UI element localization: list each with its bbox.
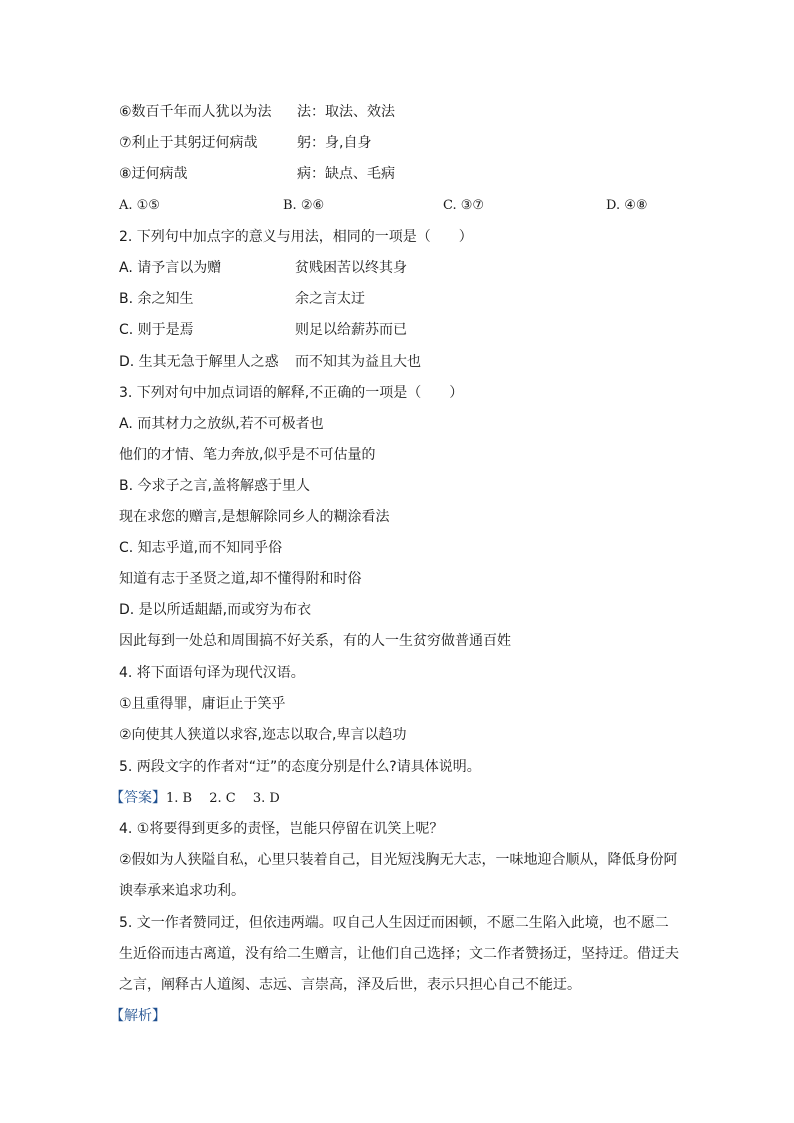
q3-stem: 3. 下列对句中加点词语的解释,不正确的一项是（ ） [119,385,464,401]
q3-item: C. 知志乎道,而不知同乎俗 [119,540,283,556]
q3-item: 因此每到一处总和周围搞不好关系，有的人一生贫穷做普通百姓 [119,633,511,649]
vocab-line-8: ⑧迂何病哉 病：缺点、毛病 [119,166,395,182]
answer-4-2-line2: 谀奉承来追求功利。 [119,883,245,899]
q1-option-a: A. ①⑤ [119,198,160,213]
answer-5-line1: 5. 文一作者赞同迂，但依违两端。叹自己人生因迂而困顿，不愿二生陷入此境，也不愿二 [119,915,669,931]
answer-5-line3: 之言，阐释古人道阂、志远、言崇高，泽及后世，表示只担心自己不能迂。 [119,977,581,993]
q2-option-b: B. 余之知生 余之言太迂 [119,291,365,307]
q3-item: 知道有志于圣贤之道,却不懂得附和时俗 [119,571,362,587]
q3-item: B. 今求子之言,盖将解惑于里人 [119,478,310,494]
q1-option-b: B. ②⑥ [283,198,325,213]
answer-4-1: 4. ①将要得到更多的责怪，岂能只停留在讥笑上呢？ [119,821,444,837]
q2-option-d: D. 生其无急于解里人之惑 而不知其为益且大也 [119,354,421,370]
answer-5-line2: 生近俗而违古离道，没有给二生赠言，让他们自己选择；文二作者赞扬迂，坚持迂。借迂夫 [119,946,679,962]
q3-item: 现在求您的赠言,是想解除同乡人的糊涂看法 [119,509,390,525]
answer-text: 1. B 2. C 3. D [166,791,280,806]
answer-line [110,788,280,809]
q2-option-a: A. 请予言以为赠 贫贱困苦以终其身 [119,260,407,276]
vocab-line-7: ⑦利止于其躬迂何病哉 躬：身,自身 [119,135,372,151]
q4-item: ②向使其人狭道以求容,迩志以取合,卑言以趋功 [119,727,407,743]
q5-stem: 5. 两段文字的作者对“迂”的态度分别是什么?请具体说明。 [119,759,481,775]
q4-item: ①且重得罪，庸讵止于笑乎 [119,696,286,712]
answer-tag: 【答案】 [110,790,166,806]
q3-item: A. 而其材力之放纵,若不可极者也 [119,416,324,432]
q2-option-c: C. 则于是焉 则足以给薪苏而已 [119,322,407,338]
q3-item: 他们的才情、笔力奔放,似乎是不可估量的 [119,447,376,463]
q3-item: D. 是以所适龃龉,而或穷为布衣 [119,602,312,618]
q4-stem: 4. 将下面语句译为现代汉语。 [119,665,305,681]
vocab-line-6: ⑥数百千年而人犹以为法 法：取法、效法 [119,104,395,120]
answer-4-2-line1: ②假如为人狭隘自私，心里只装着自己，目光短浅胸无大志，一味地迎合顺从，降低身份阿 [119,852,678,868]
q1-option-d: D. ④⑧ [606,198,648,213]
q1-option-c: C. ③⑦ [443,198,485,213]
q2-stem: 2. 下列句中加点字的意义与用法，相同的一项是（ ） [119,229,473,245]
analysis-tag: 【解析】 [110,1008,166,1024]
